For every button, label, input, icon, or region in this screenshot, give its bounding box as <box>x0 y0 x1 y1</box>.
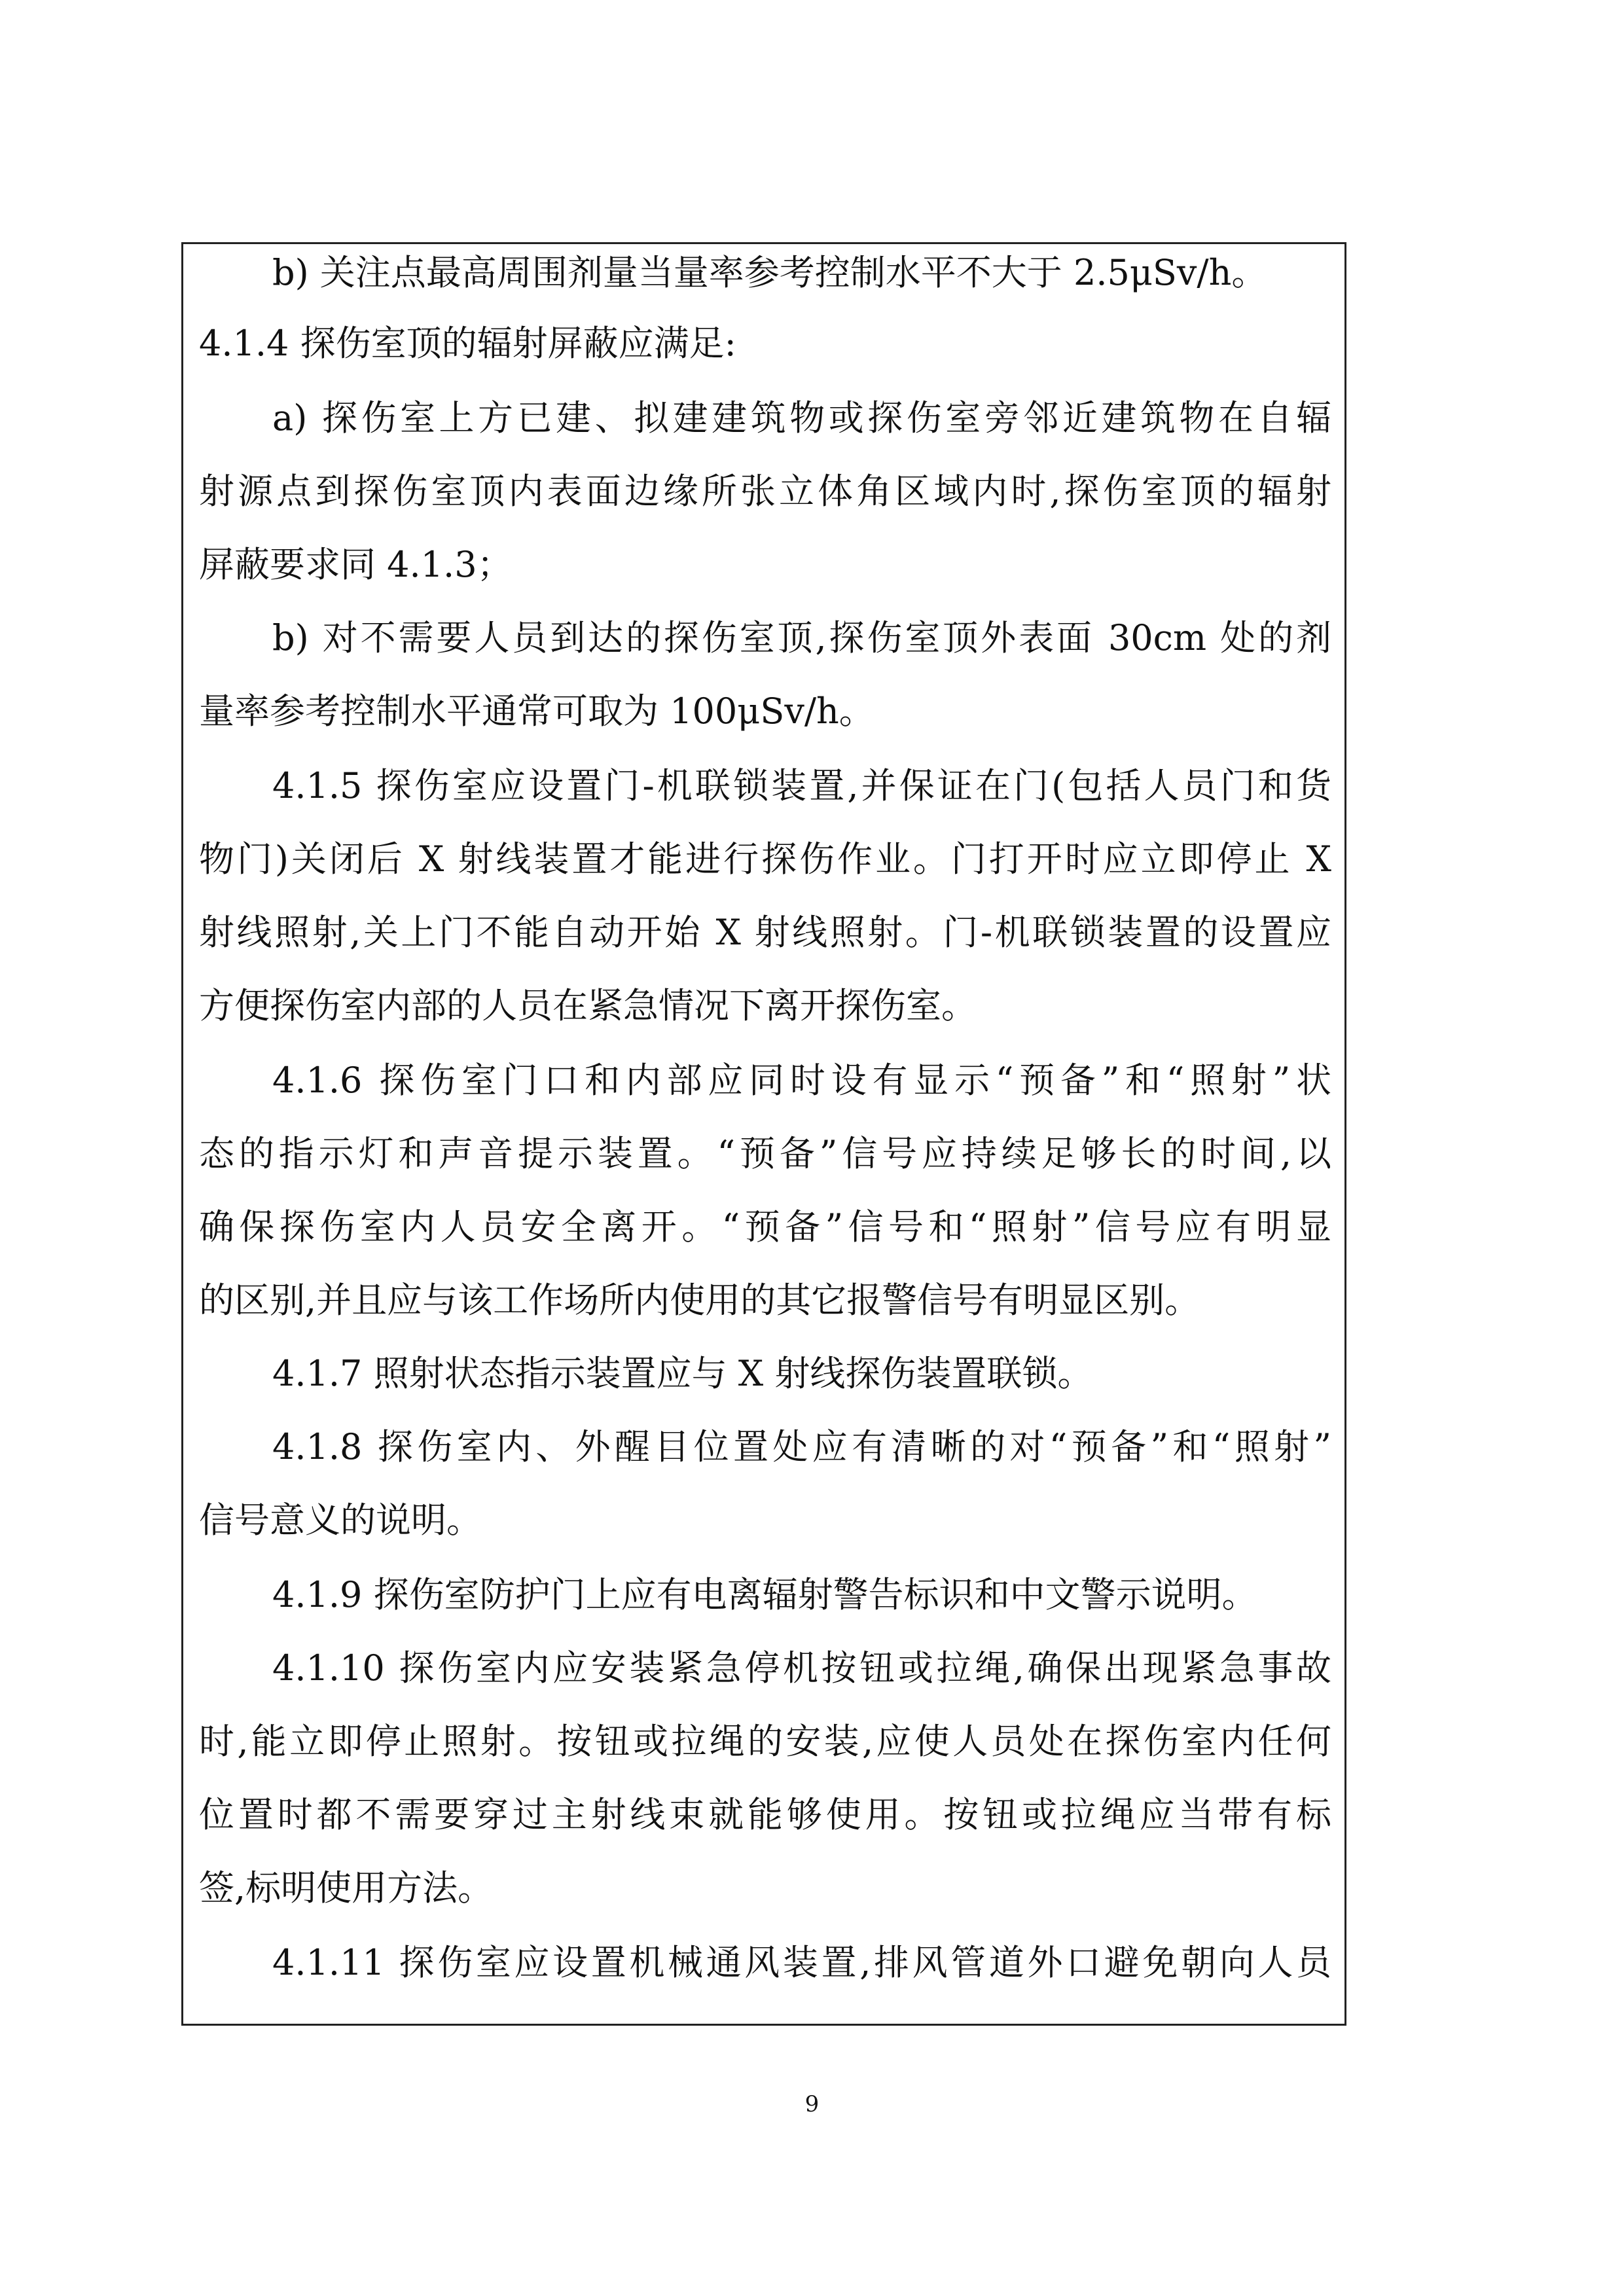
section-4-1-7: 4.1.7 照射状态指示装置应与 X 射线探伤装置联锁。 <box>272 1353 1093 1394</box>
page-number: 9 <box>804 2091 820 2117</box>
section-4-1-11: 4.1.11 探伤室应设置机械通风装置,排风管道外口避免朝向人员 <box>272 1942 1331 1983</box>
paragraph-line: 量率参考控制水平通常可取为 100μSv/h。 <box>199 691 875 732</box>
section-heading-4-1-4: 4.1.4 探伤室顶的辐射屏蔽应满足: <box>199 323 736 364</box>
paragraph-line: 射源点到探伤室顶内表面边缘所张立体角区域内时,探伤室顶的辐射 <box>199 471 1331 512</box>
paragraph-line: b) 关注点最高周围剂量当量率参考控制水平不大于 2.5μSv/h。 <box>272 252 1267 293</box>
section-4-1-9: 4.1.9 探伤室防护门上应有电离辐射警告标识和中文警示说明。 <box>272 1574 1257 1615</box>
section-4-1-6: 4.1.6 探伤室门口和内部应同时设有显示“预备”和“照射”状 <box>272 1060 1331 1101</box>
paragraph-line: 射线照射,关上门不能自动开始 X 射线照射。门-机联锁装置的设置应 <box>199 912 1331 953</box>
paragraph-line: 方便探伤室内部的人员在紧急情况下离开探伤室。 <box>199 985 977 1026</box>
text-frame <box>181 242 1346 2026</box>
section-4-1-5: 4.1.5 探伤室应设置门-机联锁装置,并保证在门(包括人员门和货 <box>272 765 1331 806</box>
paragraph-line: 位置时都不需要穿过主射线束就能够使用。按钮或拉绳应当带有标 <box>199 1794 1331 1835</box>
paragraph-line: 态的指示灯和声音提示装置。“预备”信号应持续足够长的时间,以 <box>199 1133 1331 1174</box>
paragraph-line: 信号意义的说明。 <box>199 1499 482 1541</box>
paragraph-line: b) 对不需要人员到达的探伤室顶,探伤室顶外表面 30cm 处的剂 <box>272 617 1331 658</box>
paragraph-line: 时,能立即停止照射。按钮或拉绳的安装,应使人员处在探伤室内任何 <box>199 1721 1331 1762</box>
paragraph-line: 的区别,并且应与该工作场所内使用的其它报警信号有明显区别。 <box>199 1280 1200 1321</box>
paragraph-line: 确保探伤室内人员安全离开。“预备”信号和“照射”信号应有明显 <box>199 1206 1331 1247</box>
paragraph-line: a) 探伤室上方已建、拟建建筑物或探伤室旁邻近建筑物在自辐 <box>272 397 1331 439</box>
section-4-1-10: 4.1.10 探伤室内应安装紧急停机按钮或拉绳,确保出现紧急事故 <box>272 1647 1331 1689</box>
paragraph-line: 屏蔽要求同 4.1.3； <box>199 544 513 585</box>
section-4-1-8: 4.1.8 探伤室内、外醒目位置处应有清晰的对“预备”和“照射” <box>272 1426 1331 1467</box>
paragraph-line: 签,标明使用方法。 <box>199 1867 494 1909</box>
paragraph-line: 物门)关闭后 X 射线装置才能进行探伤作业。门打开时应立即停止 X <box>199 838 1331 880</box>
